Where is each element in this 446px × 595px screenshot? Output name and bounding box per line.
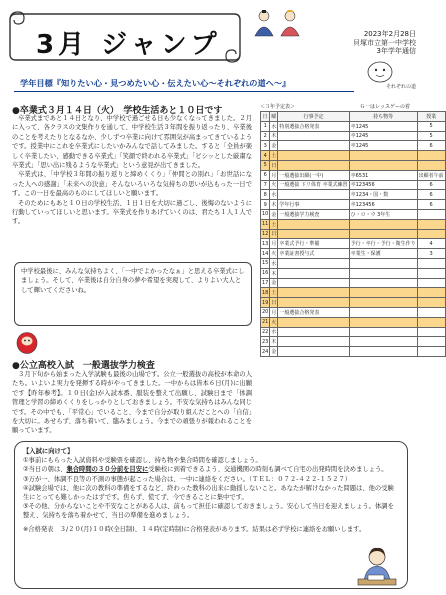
- table-row: [261, 278, 446, 288]
- weekday-cell: 木: [270, 268, 278, 278]
- table-row: [261, 200, 446, 210]
- classes-cell: [417, 229, 445, 239]
- day-cell: 13: [262, 240, 269, 247]
- event-cell: [278, 317, 349, 327]
- grade-motto: 学年目標『知りたい心・見つめたい心・伝えたい心〜それぞれの道へ〜』: [20, 78, 291, 88]
- classes-cell: [417, 298, 445, 308]
- student-studying-icon: [352, 545, 402, 587]
- table-header-row: [261, 112, 446, 122]
- event-cell: 特別選抜合格発表: [278, 121, 349, 131]
- table-row: [261, 151, 446, 161]
- classes-cell: [417, 268, 445, 278]
- table-row: [261, 180, 446, 190]
- school-name: 貝塚市立第一中学校: [353, 38, 416, 47]
- weekday-cell: 木: [270, 131, 278, 141]
- classes-cell: [417, 347, 445, 357]
- items-cell: [349, 151, 417, 161]
- table-row: [261, 229, 446, 239]
- tip-item: ⑤その他、分からないことや不安なことがある人は、前もって担任に確認しておきましょう。安心して当日を迎えましょう。体調を整え、気持ちを落ち着かせて、当日の準備を進めましょう。: [23, 503, 394, 520]
- event-cell: 一般選抜合格発表: [278, 307, 349, 317]
- table-row: [261, 337, 446, 347]
- table-row: [261, 239, 446, 249]
- exam-heading: ●公立高校入試 一般選抜学力検査: [12, 361, 155, 371]
- newsletter-name: 3年学年通信: [376, 47, 416, 55]
- event-cell: [278, 160, 349, 170]
- weekday-cell: 水: [270, 190, 278, 200]
- items-cell: [349, 347, 417, 357]
- day-cell: 10: [262, 211, 269, 218]
- tip-item: ②当日の朝は、集合時間の３０分前を目安に受験校に到着できるよう、交通機関の時刻も調べて自宅の出発時間を決めましょう。: [23, 466, 388, 474]
- table-row: [261, 258, 446, 268]
- weekday-cell: 水: [270, 258, 278, 268]
- day-cell: 15: [262, 260, 269, 267]
- event-cell: [278, 131, 349, 141]
- classes-cell: 6: [417, 190, 445, 200]
- schedule-body: [261, 121, 446, 356]
- event-cell: 一般選抜学力検査: [278, 209, 349, 219]
- classes-cell: [417, 288, 445, 298]
- day-cell: 16: [262, 270, 269, 277]
- message-box: 中学校最後に、みんな気持ちよく、「一中でよかったなぁ」と思える卒業式にしましょう。そして、卒業後は自分自身の夢や希望を実現して、よりよい大人として輝いてくださいね。: [14, 262, 252, 326]
- table-row: [261, 298, 446, 308]
- items-cell: 卒1245: [349, 131, 417, 141]
- weekday-cell: 土: [270, 288, 278, 298]
- emphasis-text: 集合時間の３０分前を目安に: [66, 466, 149, 474]
- day-cell: 4: [261, 151, 270, 161]
- page-title: 3月 ジャンプ: [36, 30, 221, 60]
- table-row: [261, 121, 446, 131]
- classes-cell: 6: [417, 200, 445, 210]
- items-cell: [349, 160, 417, 170]
- day-cell: 21: [262, 319, 269, 326]
- weekday-cell: 火: [270, 180, 278, 190]
- col-header-items: 持ち物等: [349, 112, 417, 122]
- items-cell: [349, 219, 417, 229]
- items-cell: [349, 288, 417, 298]
- schedule-table: [260, 103, 444, 357]
- items-cell: ひ・ロ・ウ 3年生: [349, 209, 417, 219]
- event-cell: [278, 141, 349, 151]
- event-cell: [278, 288, 349, 298]
- weekday-cell: 木: [270, 337, 278, 347]
- weekday-cell: 金: [270, 278, 278, 288]
- event-cell: 卒業証書授与式: [278, 249, 349, 259]
- exam-tips-box: [14, 441, 408, 589]
- paragraph: 卒業式まであと１４日となり、中学校で過ごせる日も少なくなってきました。２月に入って、各クラスの文集作りを通して、中学校生活３年間を振り返ったり、卒業後のことを考えたりとなるなか、少しずつ卒業に向けて雰囲気が高まってきているようです。授業中にこれを卒業式にしたいかみんなで話してみました。すると「全員が楽しく卒業したい、感動できる卒業式」「笑顔で終われる卒業式」「ビシッとした厳粛な卒業式」「思い出に残るような卒業式」という意見が出てきました。: [12, 115, 252, 170]
- day-cell: 7: [261, 180, 270, 190]
- classes-cell: 3: [417, 249, 445, 259]
- table-row: [261, 249, 446, 259]
- day-cell: 14: [262, 250, 269, 257]
- table-row: [261, 141, 446, 151]
- col-header-day: 日: [261, 112, 270, 122]
- event-cell: 卒業式予行・準備: [278, 239, 349, 249]
- weekday-cell: 月: [270, 170, 278, 180]
- event-cell: [278, 190, 349, 200]
- classes-cell: 5: [417, 131, 445, 141]
- schedule-note: Ｇ一はレッスゲーの着: [360, 104, 410, 110]
- col-header-classes: 授業: [417, 112, 445, 122]
- weekday-cell: 土: [270, 219, 278, 229]
- tips-heading: 【入試に向けて】: [23, 448, 74, 455]
- day-cell: 11: [262, 221, 269, 228]
- items-cell: [349, 337, 417, 347]
- day-cell: 6: [261, 170, 270, 180]
- graduation-heading: ●卒業式３月１４日（火） 学校生活あと１０日です: [12, 106, 223, 116]
- table-row: [261, 219, 446, 229]
- table-row: [261, 307, 446, 317]
- event-cell: 一般選抜 ドリ体育 卒業式練習: [278, 180, 349, 190]
- event-cell: [278, 298, 349, 308]
- day-cell: 1: [261, 121, 270, 131]
- event-cell: [278, 151, 349, 161]
- event-cell: [278, 219, 349, 229]
- event-cell: [278, 258, 349, 268]
- classes-cell: 6: [417, 180, 445, 190]
- col-header-weekday: 曜: [270, 112, 278, 122]
- day-cell: 22: [262, 328, 269, 335]
- paragraph: そのためにもあと１０日の学校生活、１日１日を大切に過ごし、後悔のないように行動していってほしいと思います。卒業式を作りあげていくのは、君たち１人１人です。: [12, 199, 252, 226]
- items-cell: [349, 317, 417, 327]
- day-cell: 2: [261, 131, 270, 141]
- classes-cell: [417, 327, 445, 337]
- event-cell: [278, 268, 349, 278]
- col-header-event: 行事予定: [278, 112, 349, 122]
- weekday-cell: 日: [270, 160, 278, 170]
- classes-cell: [417, 258, 445, 268]
- mascot-caption: それぞれの道: [386, 84, 417, 90]
- weekday-cell: 火: [270, 249, 278, 259]
- items-cell: [349, 278, 417, 288]
- classes-cell: [417, 307, 445, 317]
- table-row: [261, 347, 446, 357]
- weekday-cell: 日: [270, 298, 278, 308]
- items-cell: [349, 229, 417, 239]
- event-cell: 学年行事: [278, 200, 349, 210]
- weekday-cell: 月: [270, 307, 278, 317]
- table-row: [261, 327, 446, 337]
- weekday-cell: 金: [270, 209, 278, 219]
- day-cell: 17: [262, 279, 269, 286]
- day-cell: 8: [261, 190, 270, 200]
- day-cell: 18: [262, 289, 269, 296]
- items-cell: [349, 298, 417, 308]
- classes-cell: 6: [417, 141, 445, 151]
- mascot-icon: [362, 56, 417, 90]
- items-cell: [349, 327, 417, 337]
- classes-cell: 5: [417, 121, 445, 131]
- weekday-cell: 月: [270, 239, 278, 249]
- tip-item: ③万が一、体調不良等の不測の事態が起こった場合は、一中に連絡をください。（ＴＥＬ：０７２-４２２-１５２７）: [23, 475, 352, 483]
- paragraph: 卒業式は、「中学校３年間の振り返りと締めくくり」「仲間との別れ」「お世話になった人への感謝」「未来への決意」そんないろいろな気持ちの思いが込もった一日です。この一日を最高のものにしてほしいと願います。: [12, 171, 252, 198]
- daruma-icon: [16, 330, 38, 354]
- schedule-title: ＜３年予定表＞: [260, 104, 296, 110]
- items-cell: [349, 307, 417, 317]
- table-row: [261, 209, 446, 219]
- classes-cell: 4: [417, 239, 445, 249]
- event-cell: [278, 337, 349, 347]
- result-note: ※合格発表 ３/２０(月)１０時(全日制)、１４時(定時制)に合格発表があります。結果は必ず学校に連絡をお願いします。: [23, 525, 366, 533]
- table-row: [261, 268, 446, 278]
- title-banner: [8, 8, 244, 66]
- graduation-body: [12, 114, 252, 227]
- day-cell: 9: [261, 200, 270, 210]
- weekday-cell: 木: [270, 200, 278, 210]
- items-cell: [349, 258, 417, 268]
- classes-cell: [417, 209, 445, 219]
- schedule-grid: [260, 111, 446, 357]
- day-cell: 23: [262, 338, 269, 345]
- day-cell: 20: [262, 309, 269, 316]
- classes-cell: [417, 151, 445, 161]
- schedule-caption: [260, 103, 410, 110]
- weekday-cell: 金: [270, 347, 278, 357]
- weekday-cell: 水: [270, 327, 278, 337]
- weekday-cell: 金: [270, 141, 278, 151]
- items-cell: 卒業生・保護: [349, 249, 417, 259]
- weekday-cell: 日: [270, 229, 278, 239]
- tip-item: ④試験会場では、他に次の教科の準備をするなど、終わった教科の出来に動揺しないこと。あなたが解けなかった問題は、他の受験生にとっても難しかったはずです。焦らず、慌てず、今できることに集中です。: [23, 484, 394, 502]
- table-row: [261, 190, 446, 200]
- table-row: [261, 288, 446, 298]
- items-cell: 卒1245: [349, 141, 417, 151]
- weekday-cell: 土: [270, 151, 278, 161]
- issue-info: [320, 30, 416, 56]
- exam-body: ３月下旬から始まった入学試験も最後の山場です。公立一般選抜の高校が本命の人たち。いよいよ実力を発揮する時がやってきました。一中からは皆本６日(月)に出願です【昨年参考】。１０日(金)が入試本番、服装を整えて出願し、試験日まで「体調管理と学習の締めくくりをしっかりとしておきましょう。不安な気持ちはみんな同じです。その中でも、「平常心」でいること、今まで自分が取り組んだことへの「自信」を大切に。あせらず、落ち着いて、臨みましょう。今までの頑張りが報われることを願っています。: [12, 371, 252, 435]
- items-cell: 卒123456: [349, 180, 417, 190]
- classes-cell: [417, 337, 445, 347]
- classes-cell: [417, 317, 445, 327]
- table-row: [261, 170, 446, 180]
- issue-date: 2023年2月28日: [363, 30, 416, 38]
- items-cell: 予行・卒行・予行・衛生作り: [349, 239, 417, 249]
- classes-cell: [417, 278, 445, 288]
- items-cell: [349, 268, 417, 278]
- event-cell: [278, 229, 349, 239]
- weekday-cell: 火: [270, 317, 278, 327]
- event-cell: 一般選抜出願(一中): [278, 170, 349, 180]
- day-cell: 3: [261, 141, 270, 151]
- items-cell: 卒1234・国・数: [349, 190, 417, 200]
- items-cell: 卒1245: [349, 121, 417, 131]
- day-cell: 12: [262, 230, 269, 237]
- event-cell: [278, 327, 349, 337]
- tip-item: ①事前にもらった入試資料や受験票を確認し、持ち物や集合時間を確認しましょう。: [23, 457, 262, 465]
- hina-dolls-icon: [250, 8, 304, 38]
- classes-cell: [417, 160, 445, 170]
- table-row: [261, 131, 446, 141]
- event-cell: [278, 347, 349, 357]
- table-row: [261, 160, 446, 170]
- table-row: [261, 317, 446, 327]
- event-cell: [278, 278, 349, 288]
- day-cell: 19: [262, 299, 269, 306]
- divider: [14, 91, 354, 92]
- classes-cell: 出願者午前: [417, 170, 445, 180]
- classes-cell: [417, 219, 445, 229]
- weekday-cell: 水: [270, 121, 278, 131]
- day-cell: 5: [261, 160, 270, 170]
- day-cell: 24: [262, 348, 269, 355]
- items-cell: 卒123456: [349, 200, 417, 210]
- items-cell: 卒6531: [349, 170, 417, 180]
